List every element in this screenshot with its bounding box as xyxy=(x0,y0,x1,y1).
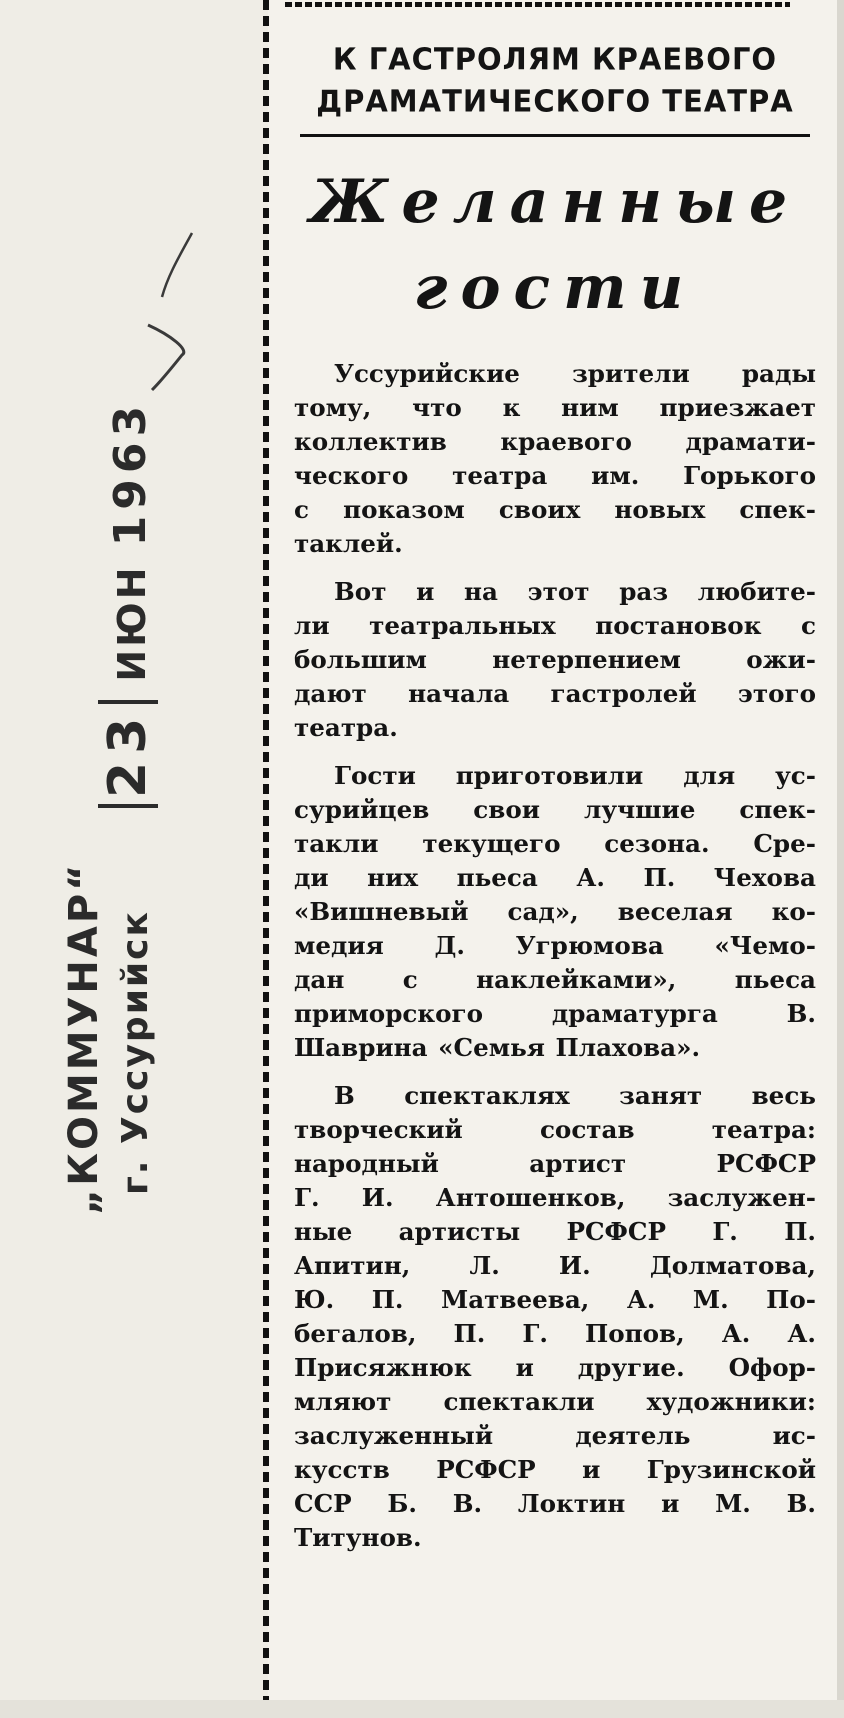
article-paragraph xyxy=(294,1079,816,1555)
stamp-city: г. Уссурийск xyxy=(115,910,156,1195)
article-paragraph xyxy=(294,357,816,561)
paragraph-line: большим нетерпением ожи- xyxy=(294,645,816,674)
paragraph-line: Шаврина «Семья Плахова». xyxy=(294,1033,701,1062)
paragraph-line: такли текущего сезона. Сре- xyxy=(294,829,816,858)
paragraph-line: Гости приготовили для ус- xyxy=(334,761,816,790)
paragraph-line: «Вишневый сад», веселая ко- xyxy=(294,897,816,926)
headline-line-1: Желанные xyxy=(309,167,801,237)
column-divider xyxy=(263,0,269,1718)
paragraph-line: ди них пьеса А. П. Чехова xyxy=(294,863,816,892)
paragraph-line: кусств РСФСР и Грузинской xyxy=(294,1455,816,1484)
paragraph-line: ССР Б. В. Локтин и М. В. xyxy=(294,1489,816,1518)
stamp-month: ИЮН xyxy=(110,564,154,682)
paragraph-line: В спектаклях занят весь xyxy=(334,1081,816,1110)
pencil-mark-icon xyxy=(140,225,210,395)
stamp-year: 1963 xyxy=(105,399,156,547)
stamp-date xyxy=(98,400,158,808)
article-body xyxy=(294,357,816,1555)
paragraph-line: дан с наклейками», пьеса xyxy=(294,965,816,994)
paragraph-line: Уссурийские зрители рады xyxy=(334,359,816,388)
page-bottom-edge xyxy=(0,1700,844,1718)
top-border xyxy=(285,2,790,7)
paragraph-line: Ю. П. Матвеева, А. М. По- xyxy=(294,1285,816,1314)
article-paragraph xyxy=(294,575,816,745)
paragraph-line: мляют спектакли художники: xyxy=(294,1387,816,1416)
paragraph-line: Титунов. xyxy=(294,1523,422,1552)
paragraph-line: дают начала гастролей этого xyxy=(294,679,816,708)
rubric xyxy=(294,38,816,122)
paragraph-line: сурийцев свои лучшие спек- xyxy=(294,795,816,824)
rubric-underline xyxy=(300,134,810,137)
paragraph-line: Апитин, Л. И. Долматова, xyxy=(294,1251,816,1280)
article xyxy=(294,40,816,1569)
paragraph-line: ли театральных постановок с xyxy=(294,611,816,640)
paragraph-line: ные артисты РСФСР Г. П. xyxy=(294,1217,816,1246)
article-paragraph xyxy=(294,759,816,1065)
paragraph-line: творческий состав театра: xyxy=(294,1115,816,1144)
paragraph-line: приморского драматурга В. xyxy=(294,999,816,1028)
rubric-line-1: К ГАСТРОЛЯМ КРАЕВОГО xyxy=(332,41,778,77)
headline-line-2: гости xyxy=(413,253,697,323)
paragraph-line: театра. xyxy=(294,713,398,742)
archive-stamp-panel xyxy=(0,0,268,1718)
stamp-newspaper-name: „КОММУНАР“ xyxy=(61,861,107,1215)
paragraph-line: коллектив краевого драмати- xyxy=(294,427,816,456)
paragraph-line: народный артист РСФСР xyxy=(294,1149,816,1178)
paragraph-line: тому, что к ним приезжает xyxy=(294,393,816,422)
stamp-day: 23 xyxy=(98,700,158,808)
page-edge xyxy=(837,0,844,1718)
paragraph-line: бегалов, П. Г. Попов, А. А. xyxy=(294,1319,816,1348)
rubric-line-2: ДРАМАТИЧЕСКОГО ТЕАТРА xyxy=(316,83,794,119)
paragraph-line: медия Д. Угрюмова «Чемо- xyxy=(294,931,816,960)
paragraph-line: ческого театра им. Горького xyxy=(294,461,816,490)
paragraph-line: Вот и на этот раз любите- xyxy=(334,577,816,606)
paragraph-line: Г. И. Антошенков, заслужен- xyxy=(294,1183,816,1212)
article-headline xyxy=(294,159,816,331)
paragraph-line: Присяжнюк и другие. Офор- xyxy=(294,1353,816,1382)
paragraph-line: с показом своих новых спек- xyxy=(294,495,816,524)
paragraph-line: таклей. xyxy=(294,529,403,558)
paragraph-line: заслуженный деятель ис- xyxy=(294,1421,816,1450)
